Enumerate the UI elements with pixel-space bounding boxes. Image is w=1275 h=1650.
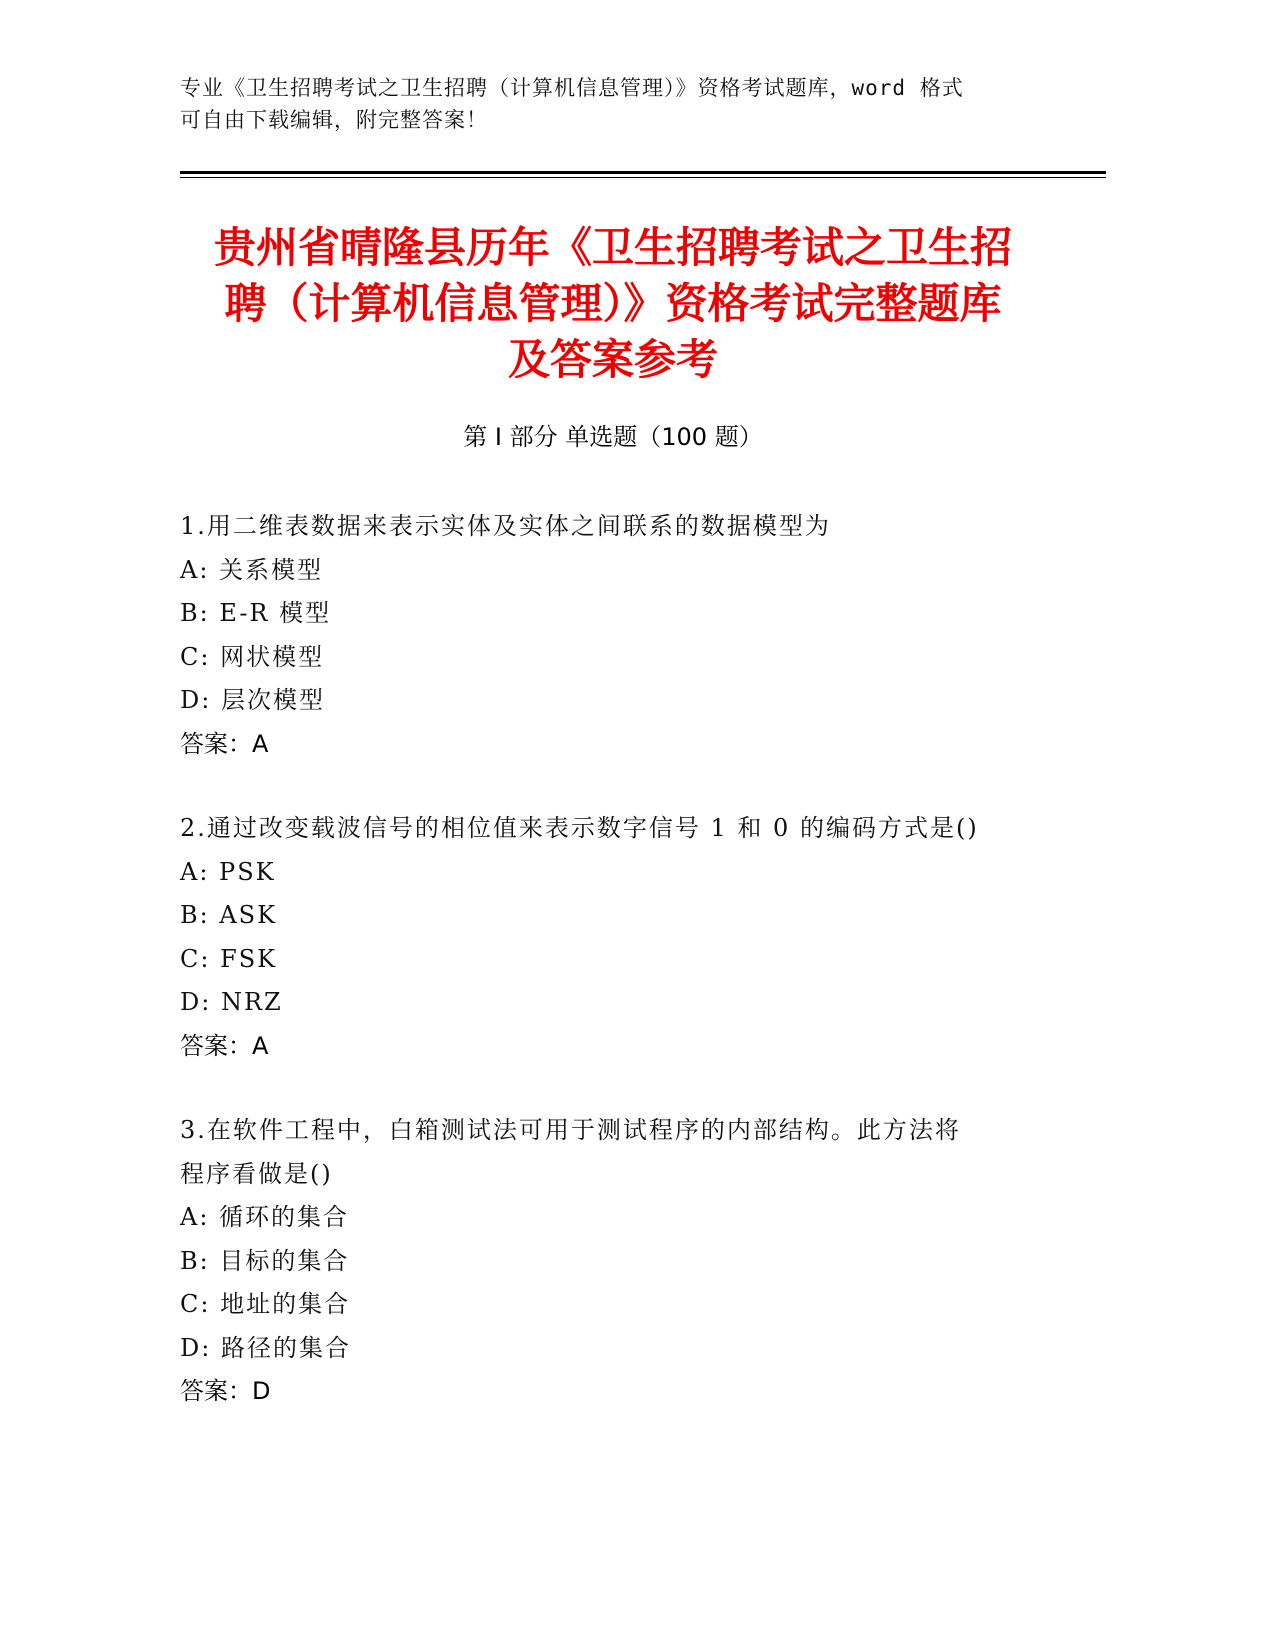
question-3 bbox=[180, 1109, 1060, 1414]
question-1 bbox=[180, 505, 1060, 766]
option-c: C: 网状模型 bbox=[180, 642, 325, 671]
document-title-line-2: 聘（计算机信息管理）》资格考试完整题库 bbox=[224, 279, 1002, 328]
option-c: C: FSK bbox=[180, 944, 278, 973]
question-stem-line-2: 程序看做是() bbox=[180, 1159, 333, 1188]
question-stem: 2.通过改变载波信号的相位值来表示数字信号 1 和 0 的编码方式是() bbox=[180, 814, 979, 842]
question-list bbox=[180, 505, 1060, 1455]
option-b: B: 目标的集合 bbox=[180, 1246, 350, 1275]
header-note bbox=[180, 72, 1040, 136]
option-b: B: E-R 模型 bbox=[180, 599, 332, 627]
question-2 bbox=[180, 807, 1060, 1068]
header-note-line-1: 专业《卫生招聘考试之卫生招聘（计算机信息管理）》资格考试题库，word 格式 bbox=[180, 76, 964, 100]
question-stem: 1.用二维表数据来表示实体及实体之间联系的数据模型为 bbox=[180, 512, 831, 540]
header-divider-thin bbox=[180, 177, 1106, 178]
option-a: A: 循环的集合 bbox=[180, 1203, 350, 1231]
header-divider-thick bbox=[180, 171, 1106, 174]
option-a: A: 关系模型 bbox=[180, 555, 324, 584]
header-note-line-2: 可自由下载编辑，附完整答案！ bbox=[180, 108, 488, 132]
document-title bbox=[180, 220, 1046, 388]
answer: 答案：A bbox=[180, 1031, 269, 1060]
option-d: D: 路径的集合 bbox=[180, 1333, 351, 1362]
answer: 答案：D bbox=[180, 1377, 271, 1405]
option-d: D: 层次模型 bbox=[180, 686, 325, 714]
option-a: A: PSK bbox=[180, 857, 276, 886]
section-title: 第 I 部分 单选题（100 题） bbox=[463, 423, 763, 451]
question-stem-line-1: 3.在软件工程中，白箱测试法可用于测试程序的内部结构。此方法将 bbox=[180, 1116, 961, 1144]
option-c: C: 地址的集合 bbox=[180, 1290, 351, 1318]
document-title-line-1: 贵州省晴隆县历年《卫生招聘考试之卫生招 bbox=[213, 223, 1012, 272]
option-b: B: ASK bbox=[180, 901, 278, 929]
answer: 答案：A bbox=[180, 729, 269, 758]
option-d: D: NRZ bbox=[180, 988, 283, 1016]
document-title-line-3: 及答案参考 bbox=[507, 335, 718, 384]
